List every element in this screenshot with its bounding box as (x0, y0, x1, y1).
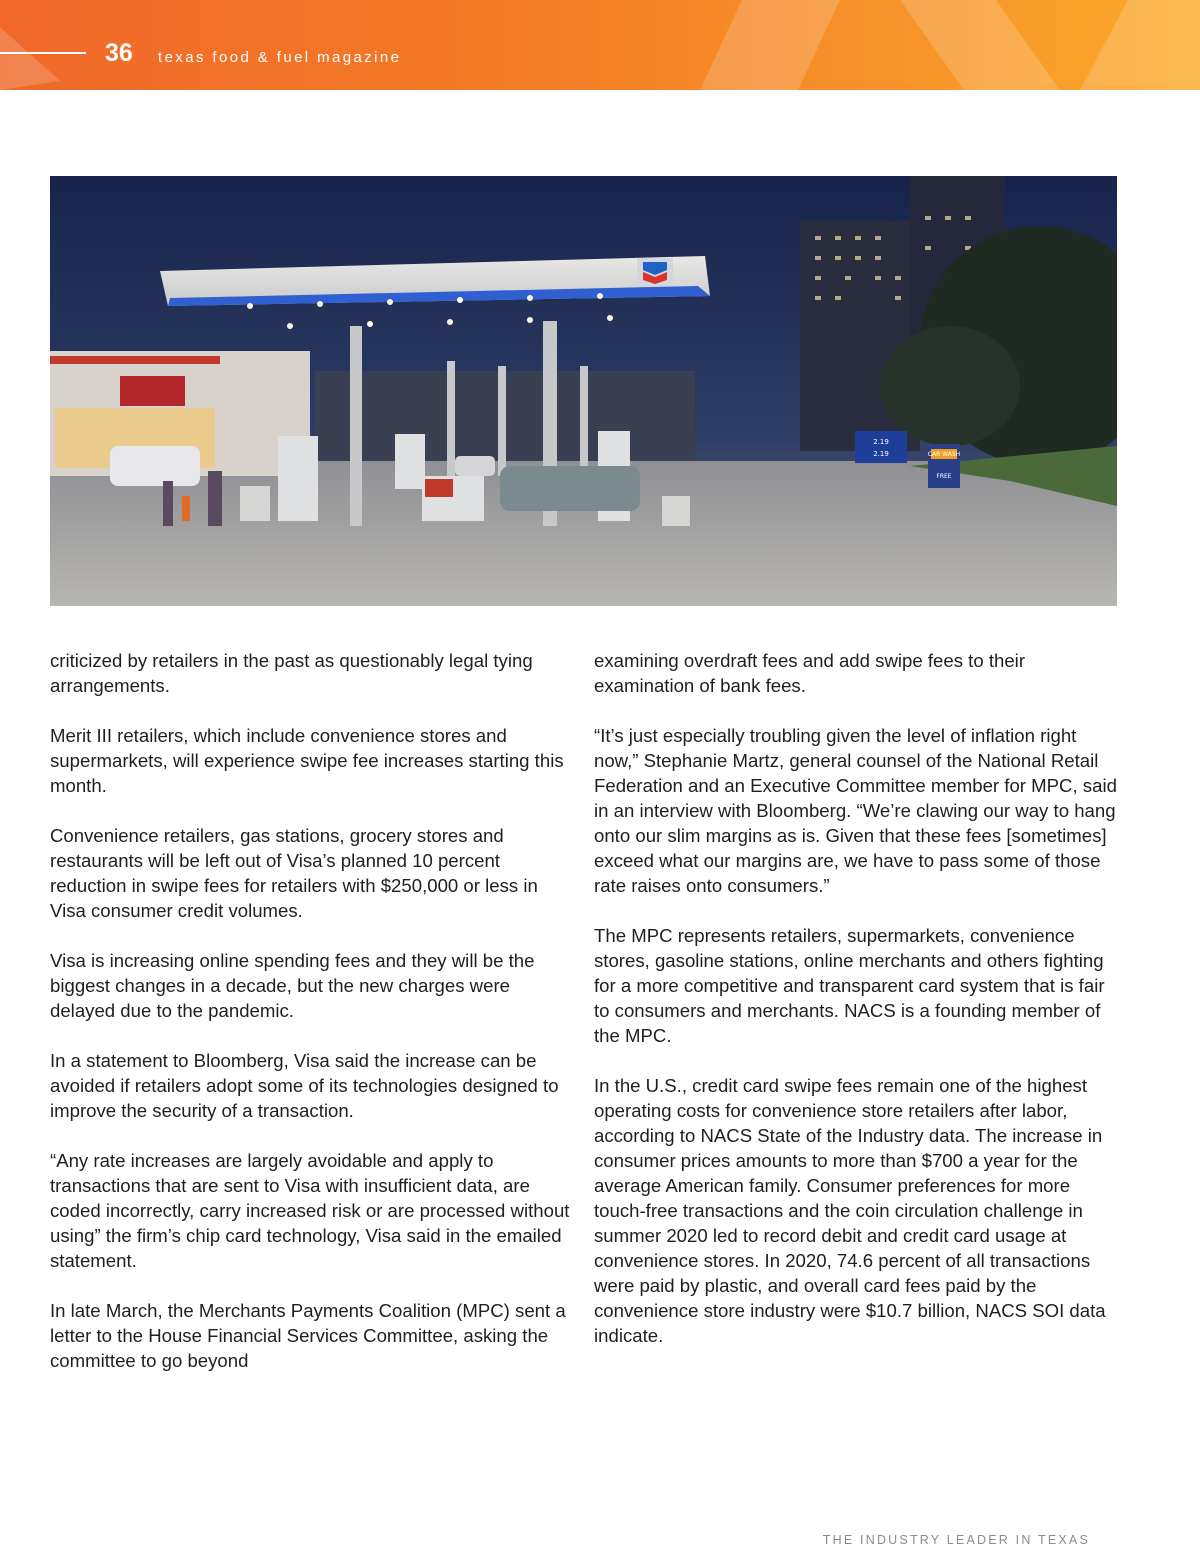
footer-tagline: THE INDUSTRY LEADER IN TEXAS (822, 1533, 1090, 1547)
paragraph: In a statement to Bloomberg, Visa said the increase can be avoided if retailers adopt some of its technologies designed to improve the security of a transaction. (50, 1050, 559, 1121)
paragraph: examining overdraft fees and add swipe fees to their examination of bank fees. (594, 650, 1026, 696)
gas-station-photo (50, 176, 1117, 606)
fuel-price-2: 2.19 (873, 450, 889, 458)
paragraph: The MPC represents retailers, supermarkets, convenience stores, gasoline stations, online merchants and others fighting for a more competitive and transparent card system that is fair to consumers and merchants. NACS is a founding member of the MPC. (594, 925, 1105, 1046)
paragraph: Visa is increasing online spending fees and they will be the biggest changes in a decade, but the new charges were delayed due to the pandemic. (50, 950, 535, 1021)
car-wash-free: FREE (936, 473, 952, 480)
paragraph: In the U.S., credit card swipe fees remain one of the highest operating costs for convenience store retailers after labor, according to NACS State of the Industry data. The increase in consumer prices amounts to more than $700 a year for the average American family. Consumer preferences for more touch-free transactions and the coin circulation challenge in summer 2020 led to record debit and credit card usage at convenience stores. In 2020, 74.6 percent of all transactions were paid by plastic, and overall card fees paid by the convenience store industry were $10.7 billion, NACS SOI data indicate. (594, 1075, 1106, 1346)
paragraph: “Any rate increases are largely avoidable and apply to transactions that are sent to Visa with insufficient data, are coded incorrectly, carry increased risk or are processed without using” the firm’s chip card technology, Visa said in the emailed statement. (50, 1150, 570, 1271)
paragraph: criticized by retailers in the past as questionably legal tying arrangements. (50, 650, 533, 696)
header-facet (900, 0, 1060, 90)
header-facet (700, 0, 840, 90)
page-number: 36 (105, 39, 133, 67)
paragraph: “It’s just especially troubling given the level of inflation right now,” Stephanie Martz, general counsel of the National Retail Federation and an Executive Committee member for MPC, said in an interview with Bloomberg. “We’re clawing our way to hang onto our slim margins as is. Given that these fees [sometimes] exceed what our margins are, we have to pass some of those rate raises onto consumers.” (594, 725, 1117, 896)
article-left-column (50, 648, 572, 1398)
header-rule (0, 52, 86, 54)
magazine-title: texas food & fuel magazine (158, 49, 402, 66)
page-header (0, 0, 1200, 90)
paragraph: In late March, the Merchants Payments Coalition (MPC) sent a letter to the House Financial Services Committee, asking the committee to go beyond (50, 1300, 566, 1371)
header-facet (1080, 0, 1200, 90)
paragraph: Convenience retailers, gas stations, grocery stores and restaurants will be left out of Visa’s planned 10 percent reduction in swipe fees for retailers with $250,000 or less in Visa consumer credit volumes. (50, 825, 538, 921)
paragraph: Merit III retailers, which include convenience stores and supermarkets, will experience swipe fee increases starting this month. (50, 725, 564, 796)
article-right-column (594, 648, 1119, 1373)
car-wash-sign: CAR WASH (927, 451, 961, 458)
header-facet (0, 0, 60, 90)
fuel-price-1: 2.19 (873, 438, 889, 446)
